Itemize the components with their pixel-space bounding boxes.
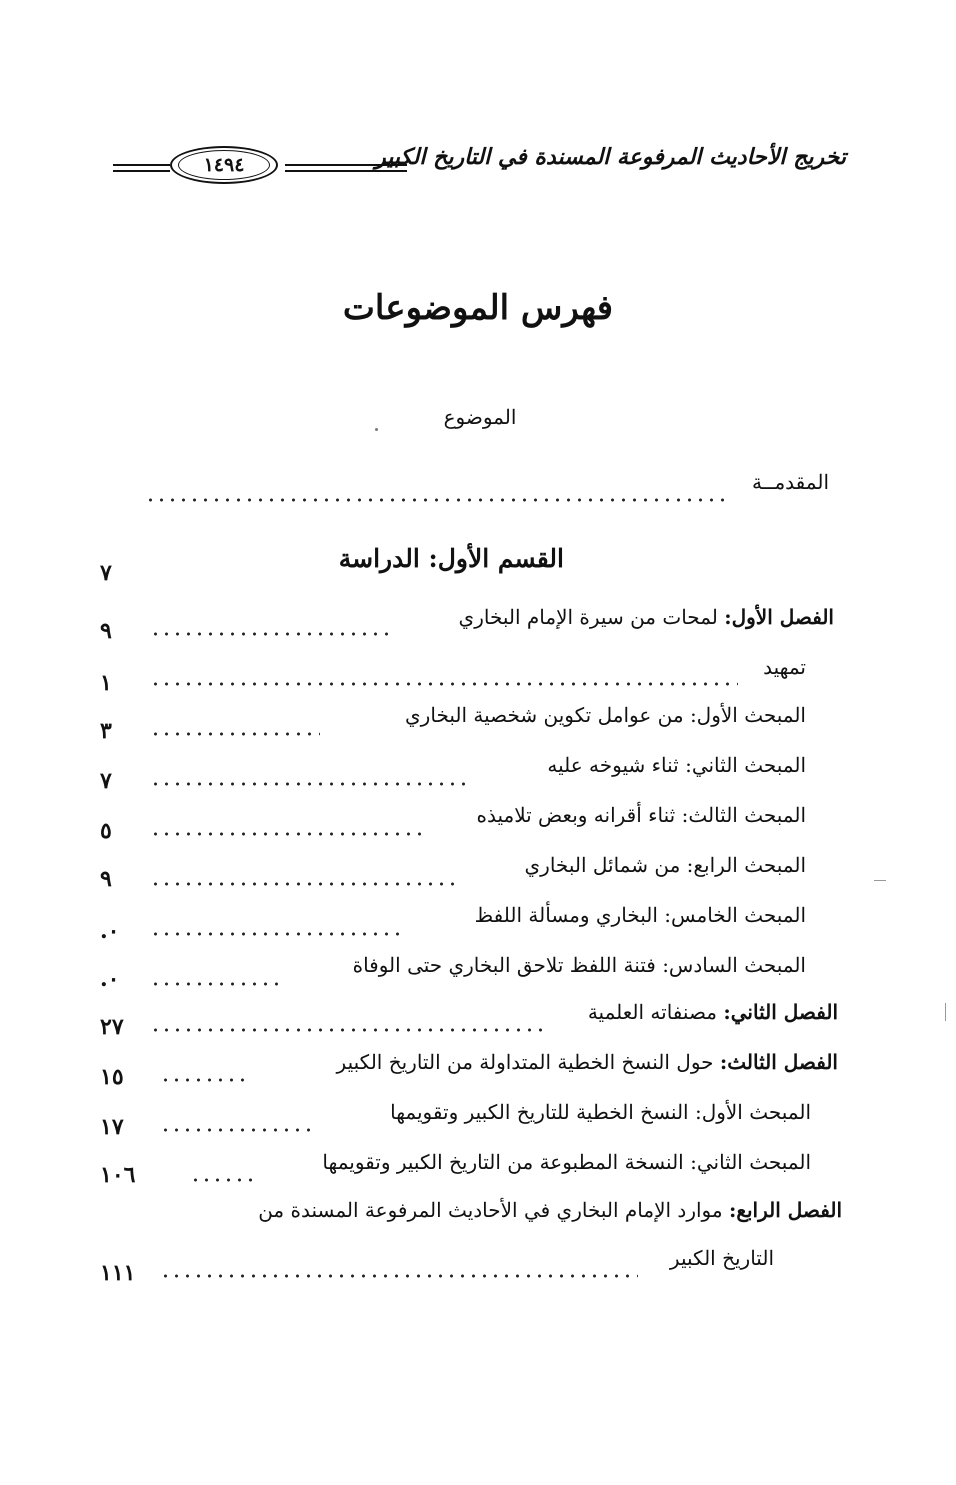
dot-leader	[160, 1076, 250, 1084]
page-number: ٣	[100, 718, 112, 744]
dot-leader	[145, 496, 730, 504]
page-number: ٠.	[100, 966, 120, 992]
column-heading-subject: الموضوع	[443, 405, 517, 429]
toc-entry-section-1	[405, 703, 806, 727]
page-number: ٧	[100, 768, 112, 794]
page-number: ٧	[100, 560, 112, 586]
toc-entry-section-3	[476, 803, 806, 827]
entry-text: لمحات من سيرة الإمام البخاري	[458, 605, 725, 629]
entry-text: المبحث الثالث: ثناء أقرانه وبعض تلاميذه	[476, 803, 806, 827]
entry-label: الفصل الثالث:	[719, 1050, 838, 1074]
toc-entry-chapter-3	[337, 1050, 838, 1074]
toc-entry-section-6	[353, 953, 806, 977]
page-number: ٠.	[100, 918, 120, 944]
toc-entry-section-1b	[390, 1100, 811, 1124]
toc-entry-chapter-4	[258, 1198, 842, 1222]
dot-leader	[150, 630, 395, 638]
dot-leader	[150, 680, 738, 688]
entry-text: موارد الإمام البخاري في الأحاديث المرفوعة المسندة من	[258, 1198, 729, 1222]
toc-entry-preface	[763, 655, 806, 679]
entry-text: المبحث الثاني: النسخة المطبوعة من التاريخ الكبير وتقويمها	[322, 1150, 811, 1174]
entry-text: المبحث الثاني: ثناء شيوخه عليه	[547, 753, 806, 777]
dot-leader	[150, 880, 460, 888]
entry-text: المبحث الرابع: من شمائل البخاري	[524, 853, 806, 877]
page-number: ١٧	[100, 1114, 124, 1140]
entry-text: المبحث السادس: فتنة اللفظ تلاحق البخاري حتى الوفاة	[352, 953, 806, 977]
entry-text: المقدمــة	[752, 470, 829, 494]
entry-text: التاريخ الكبير	[669, 1246, 774, 1270]
toc-section-heading	[339, 544, 564, 573]
entry-text: المبحث الخامس: البخاري ومسألة اللفظ	[474, 903, 806, 927]
toc-entry-section-4	[525, 853, 806, 877]
page-number-badge	[170, 146, 278, 184]
dot-leader	[150, 980, 280, 988]
entry-label: الفصل الأول:	[724, 605, 834, 629]
toc-entry-section-2b	[322, 1150, 811, 1174]
entry-text: القسم الأول: الدراسة	[338, 544, 564, 573]
toc-entry-introduction	[752, 470, 829, 494]
page-number: ٢٧	[100, 1014, 124, 1040]
margin-mark	[874, 880, 886, 881]
page-number: ٩	[100, 866, 112, 892]
dot-leader	[150, 780, 473, 788]
page-number: ٥	[100, 818, 112, 844]
running-header-title: تخريج الأحاديث المرفوعة المسندة في التاريخ الكبير	[375, 144, 846, 170]
entry-text: المبحث الأول: من عوامل تكوين شخصية البخاري	[405, 703, 806, 727]
page-number: ١	[100, 670, 112, 696]
toc-entry-section-5	[475, 903, 806, 927]
page-number: ١٠٦	[100, 1162, 136, 1188]
page-number: ١١١	[100, 1260, 136, 1286]
dot-leader	[160, 1272, 638, 1280]
dot-leader	[160, 1126, 315, 1134]
toc-entry-chapter-2	[588, 1000, 838, 1024]
entry-label: الفصل الرابع:	[728, 1198, 842, 1222]
header-rule-right	[285, 164, 407, 166]
page-number: ١٤٩٤	[178, 150, 270, 180]
header-rule-left	[113, 164, 170, 166]
entry-text: المبحث الأول: النسخ الخطية للتاريخ الكبير وتقويمها	[390, 1100, 811, 1124]
dot-leader	[150, 1026, 545, 1034]
margin-mark-2	[945, 1003, 946, 1021]
toc-entry-chapter-1	[459, 605, 834, 629]
page-number: ١٥	[100, 1064, 124, 1090]
stray-mark	[375, 428, 378, 431]
header-rule-left-2	[113, 170, 170, 172]
header-rule-right-2	[285, 170, 407, 172]
dot-leader	[150, 830, 423, 838]
entry-text: حول النسخ الخطية المتداولة من التاريخ الكبير	[336, 1050, 720, 1074]
toc-entry-section-2	[547, 753, 806, 777]
dot-leader	[190, 1176, 260, 1184]
toc-title: فهرس الموضوعات	[342, 288, 614, 328]
entry-label: الفصل الثاني:	[723, 1000, 838, 1024]
dot-leader	[150, 730, 320, 738]
page-number: ٩	[100, 618, 112, 644]
entry-text: مصنفاته العلمية	[587, 1000, 724, 1024]
entry-text: تمهيد	[763, 655, 806, 679]
toc-entry-chapter-4-continued	[670, 1246, 774, 1270]
dot-leader	[150, 930, 405, 938]
